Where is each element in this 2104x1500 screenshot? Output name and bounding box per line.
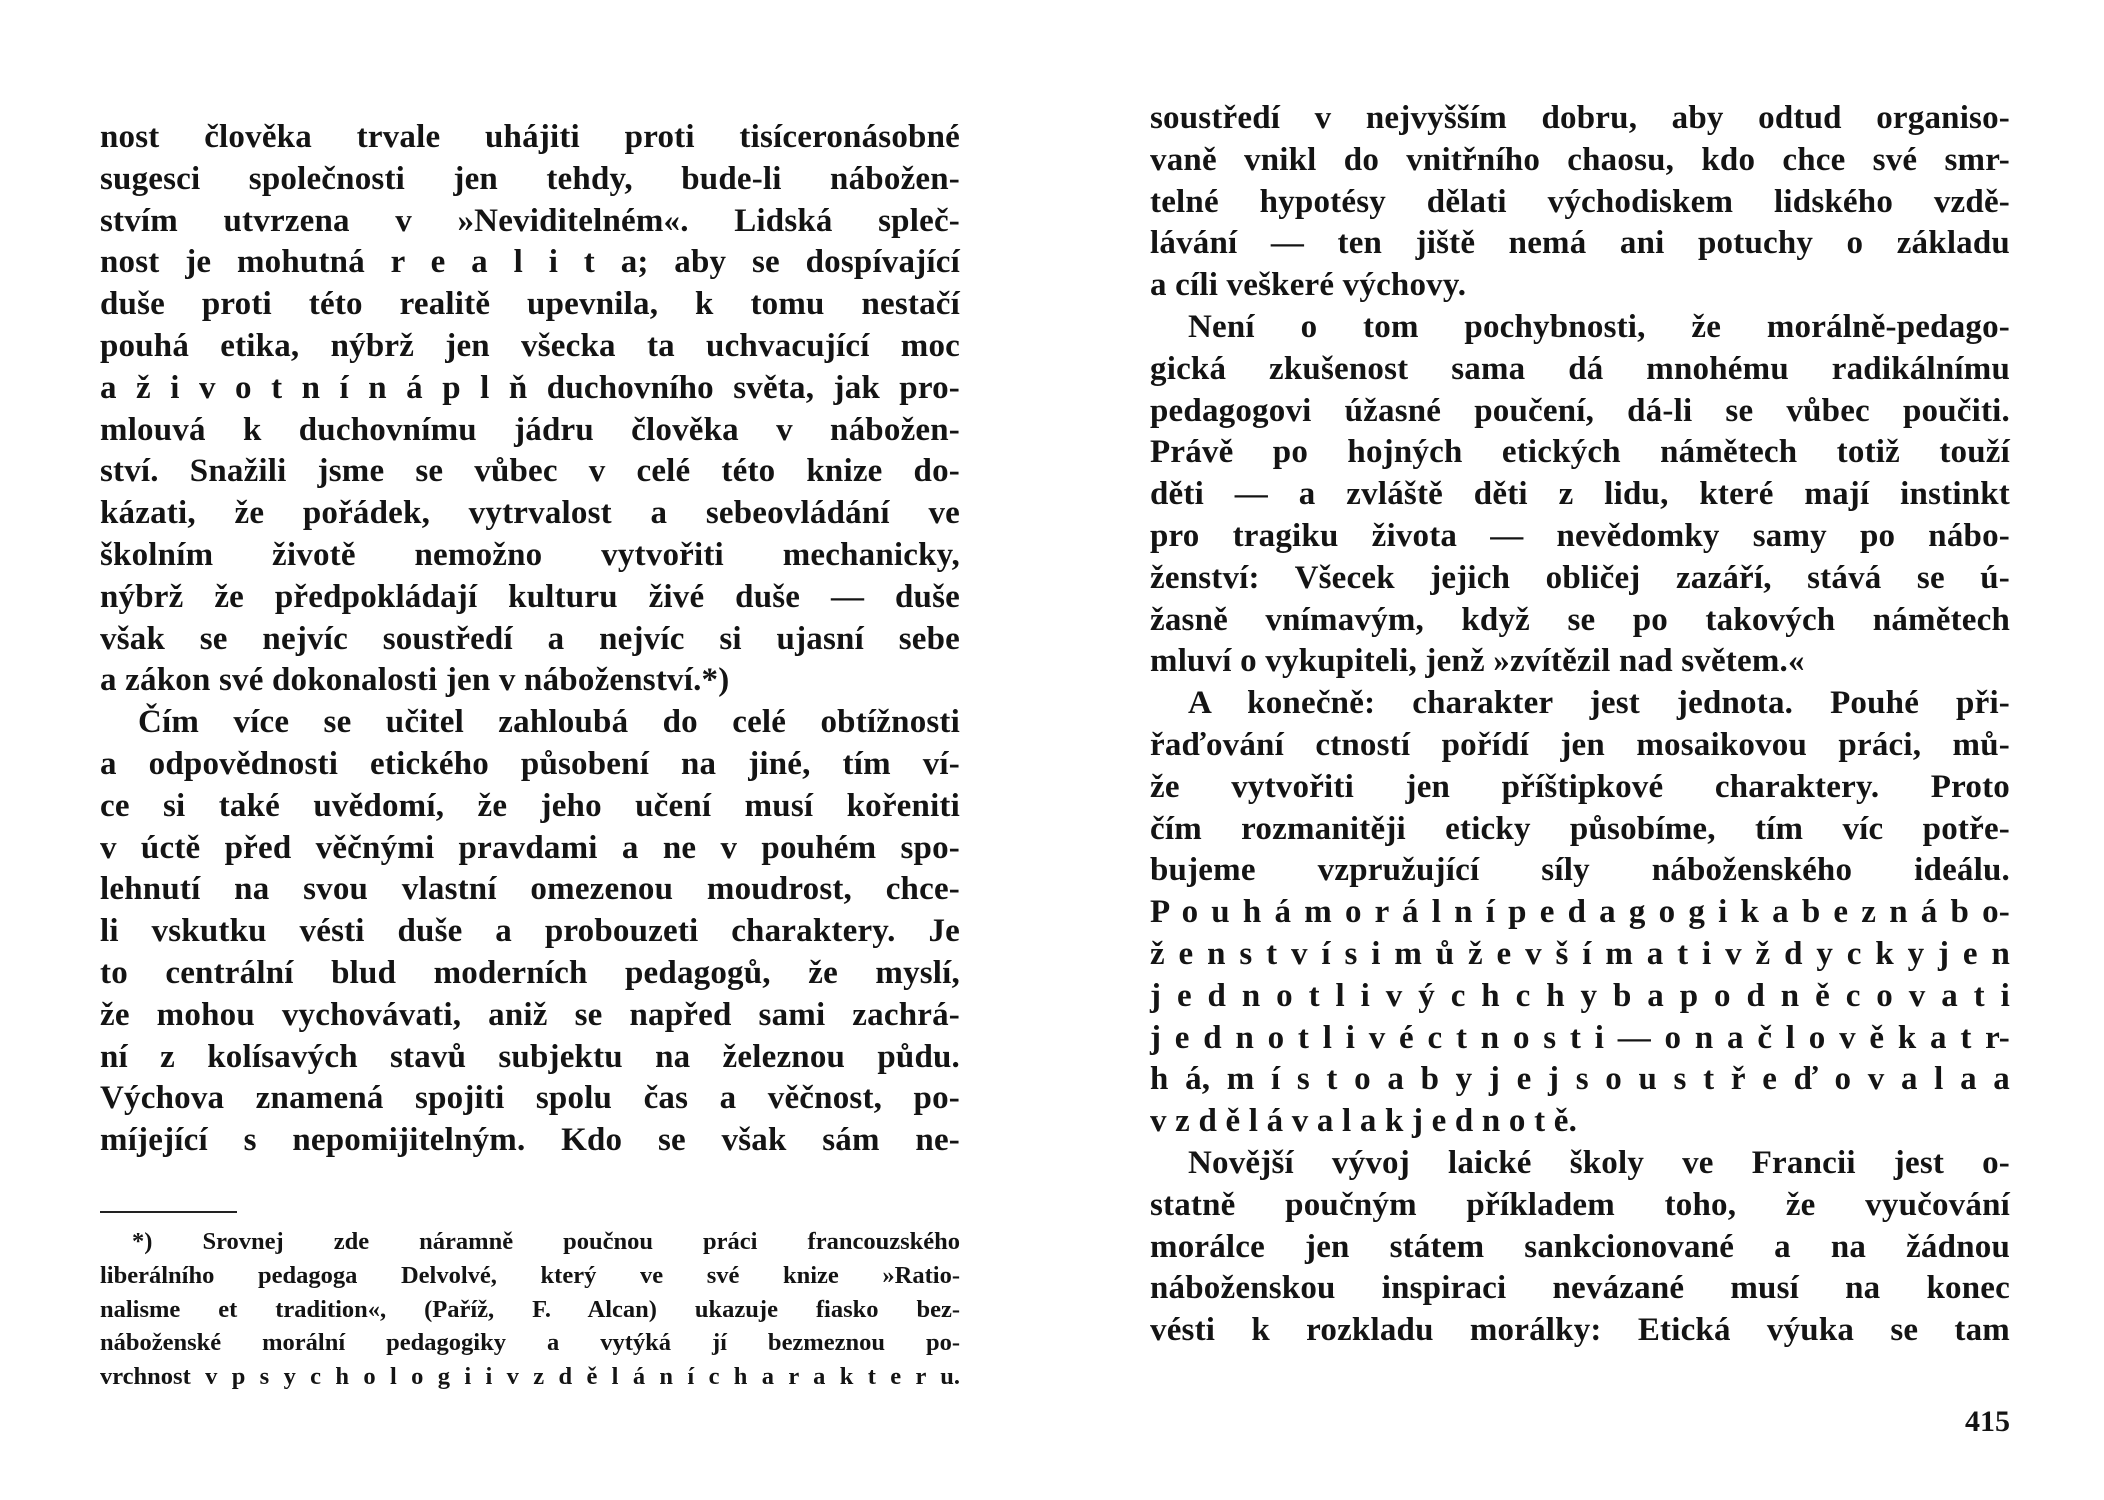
left-page-body (100, 117, 960, 1162)
footnote-line: *) Srovnej zde náramně poučnou práci francouzského (132, 1228, 960, 1255)
text-line: vésti k rozkladu morálky: Etická výuka se tam (1150, 1312, 2010, 1349)
text-line: v z d ě l á v a l a k j e d n o t ě. (1150, 1103, 1578, 1140)
text-line: však se nejvíc soustředí a nejvíc si ujasní sebe (100, 620, 960, 657)
footnote-line: liberálního pedagoga Delvolvé, který ve své knize »Ratio- (100, 1261, 960, 1289)
text-line: Čím více se učitel zahloubá do celé obtížnosti (138, 704, 960, 741)
text-line: morálce jen státem sankcionované a na žádnou (1150, 1228, 2010, 1265)
text-line: ženství: Všecek jejich obličej zazáří, stává se ú- (1150, 559, 2010, 596)
text-line: telné hypotésy dělati východiskem lidského vzdě- (1150, 183, 2010, 220)
text-line: ství. Snažili jsme se vůbec v celé této knize do- (100, 453, 960, 490)
text-line: lehnutí na svou vlastní omezenou moudrost, chce- (100, 871, 960, 908)
text-line: ž e n s t v í s i m ů ž e v š í m a t i v ž d y c k y j e n (1150, 935, 2010, 972)
text-line: že mohou vychovávati, aniž se napřed sami zachrá- (100, 996, 960, 1033)
text-line: sugesci společnosti jen tehdy, bude-li nábožen- (100, 160, 960, 197)
text-line: a ž i v o t n í n á p l ň duchovního světa, jak pro- (100, 369, 960, 406)
text-line: li vskutku vésti duše a probouzeti charaktery. Je (100, 913, 960, 950)
text-line: mluví o vykupiteli, jenž »zvítězil nad světem.« (1150, 643, 1805, 680)
text-line: ce si také uvědomí, že jeho učení musí kořeniti (100, 787, 960, 824)
text-line: pedagogovi úžasné poučení, dá-li se vůbec poučiti. (1150, 392, 2010, 429)
text-line: A konečně: charakter jest jednota. Pouhé při- (1188, 685, 2010, 722)
text-line: kázati, že pořádek, vytrvalost a sebeovládání ve (100, 495, 960, 532)
footnote (100, 1225, 960, 1394)
text-line: Novější vývoj laické školy ve Francii jest o- (1188, 1144, 2010, 1181)
footnote-divider (100, 1211, 237, 1213)
footnote-line: vrchnost v p s y c h o l o g i i v z d ě l á n í c h a r a k t e r u. (100, 1363, 960, 1391)
text-line: náboženskou inspiraci nevázané musí na konec (1150, 1270, 2010, 1307)
text-line: P o u h á m o r á l n í p e d a g o g i k a b e z n á b o- (1150, 894, 2010, 931)
text-line: vaně vnikl do vnitřního chaosu, kdo chce své smr- (1150, 141, 2010, 178)
text-line: pouhá etika, nýbrž jen všecka ta uchvacující moc (100, 327, 960, 364)
text-line: čím rozmanitěji eticky působíme, tím víc potře- (1150, 810, 2010, 847)
text-line: bujeme vzpružující síly náboženského ideálu. (1150, 852, 2010, 889)
text-line: žasně vnímavým, když se po takových námětech (1150, 601, 2010, 638)
text-line: a zákon své dokonalosti jen v náboženství.*) (100, 662, 730, 699)
text-line: Výchova znamená spojiti spolu čas a věčnost, po- (100, 1080, 960, 1117)
text-line: nost je mohutná r e a l i t a; aby se dospívající (100, 244, 960, 281)
text-line: a odpovědnosti etického působení na jiné, tím ví- (100, 745, 960, 782)
text-line: že vytvořiti jen příštipkové charaktery. Proto (1150, 768, 2010, 805)
text-line: duše proti této realitě upevnila, k tomu nestačí (100, 286, 960, 323)
text-line: j e d n o t l i v é c t n o s t i — o n a č l o v ě k a t r- (1150, 1019, 2010, 1056)
text-line: h á, m í s t o a b y j e j s o u s t ř e ď o v a l a a (1150, 1061, 2010, 1098)
footnote-line: náboženské morální pedagogiky a vytýká jí bezmeznou po- (100, 1329, 960, 1357)
text-line: školním životě nemožno vytvořiti mechanicky, (100, 536, 960, 573)
text-line: lávání — ten jiště nemá ani potuchy o základu (1150, 225, 2010, 262)
text-line: gická zkušenost sama dá mnohému radikálnímu (1150, 350, 2010, 387)
text-line: a cíli veškeré výchovy. (1150, 267, 1467, 304)
text-line: nýbrž že předpokládají kulturu živé duše — duše (100, 578, 960, 615)
text-line: Není o tom pochybnosti, že morálně-pedago- (1188, 308, 2010, 345)
text-line: děti — a zvláště děti z lidu, které mají instinkt (1150, 476, 2010, 513)
text-line: v úctě před věčnými pravdami a ne v pouhém spo- (100, 829, 960, 866)
text-line: pro tragiku života — nevědomky samy po nábo- (1150, 517, 2010, 554)
text-line: míjející s nepomijitelným. Kdo se však sám ne- (100, 1122, 960, 1159)
text-line: řaďování ctností pořídí jen mosaikovou práci, mů- (1150, 726, 2010, 763)
text-line: nost člověka trvale uhájiti proti tisíceronásobné (100, 119, 960, 155)
text-line: soustředí v nejvyšším dobru, aby odtud organiso- (1150, 100, 2010, 136)
footnote-line: nalisme et tradition«, (Paříž, F. Alcan) ukazuje fiasko bez- (100, 1295, 960, 1323)
text-line: statně poučným příkladem toho, že vyučování (1150, 1186, 2010, 1223)
text-line: to centrální blud moderních pedagogů, že myslí, (100, 954, 960, 991)
page-number: 415 (1965, 1405, 2010, 1438)
text-line: j e d n o t l i v ý c h c h y b a p o d n ě c o v a t i (1150, 977, 2010, 1014)
right-page-body (1150, 98, 2010, 1352)
text-line: mlouvá k duchovnímu jádru člověka v nábožen- (100, 411, 960, 448)
text-line: stvím utvrzena v »Neviditelném«. Lidská spleč- (100, 202, 960, 239)
text-line: Právě po hojných etických námětech totiž touží (1150, 434, 2010, 471)
text-line: ní z kolísavých stavů subjektu na železnou půdu. (100, 1038, 960, 1075)
